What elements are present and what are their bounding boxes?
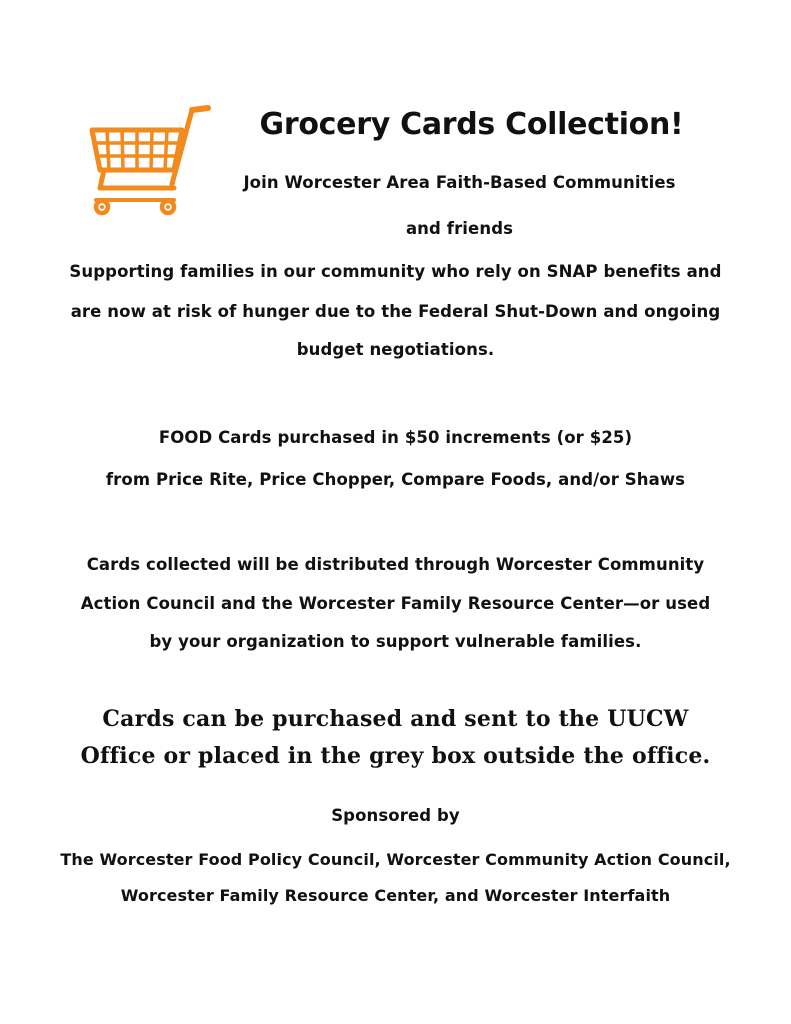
purpose-line: are now at risk of hunger due to the Federal Shut-Down and ongoing <box>70 302 721 321</box>
food-cards-stores: from Price Rite, Price Chopper, Compare Foods, and/or Shaws <box>105 470 686 489</box>
purpose-line: Supporting families in our community who rely on SNAP benefits and <box>69 262 722 281</box>
purpose-line: budget negotiations. <box>296 340 495 359</box>
page-title: Grocery Cards Collection! <box>259 107 684 142</box>
instructions-line: Cards can be purchased and sent to the UUCW <box>102 706 689 732</box>
distribution-line: by your organization to support vulnerable families. <box>149 632 642 651</box>
sponsors-line: Worcester Family Resource Center, and Worcester Interfaith <box>120 886 671 905</box>
sponsored-label: Sponsored by <box>331 806 460 825</box>
intro-line-2: and friends <box>405 219 514 238</box>
food-cards-line: FOOD Cards purchased in $50 increments (or $25) <box>158 428 633 447</box>
distribution-line: Action Council and the Worcester Family Resource Center—or used <box>80 594 711 613</box>
instructions-line: Office or placed in the grey box outside the office. <box>80 743 711 769</box>
distribution-line: Cards collected will be distributed through Worcester Community <box>86 555 705 574</box>
intro-line-1: Join Worcester Area Faith-Based Communities <box>243 173 676 192</box>
sponsors-line: The Worcester Food Policy Council, Worcester Community Action Council, <box>60 850 731 869</box>
